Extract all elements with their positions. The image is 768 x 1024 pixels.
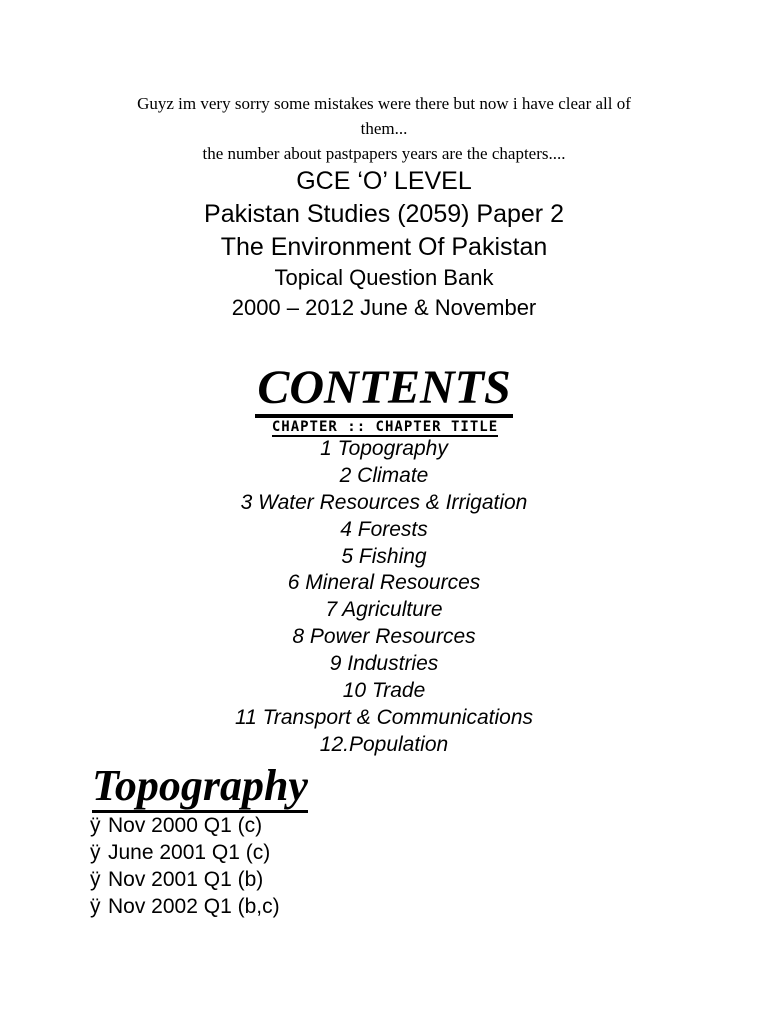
years-heading: 2000 – 2012 June & November <box>231 295 537 320</box>
chapter-item: 2 Climate <box>339 463 429 487</box>
contents-title <box>60 360 708 416</box>
apology-note-line-1: Guyz im very sorry some mistakes were there but now i have clear all of <box>137 94 631 113</box>
question-reference-text: Nov 2002 Q1 (b,c) <box>108 895 280 918</box>
bullet-glyph: ÿ <box>90 841 101 864</box>
section-heading-text: Topography <box>92 761 308 813</box>
exam-level-heading: GCE ‘O’ LEVEL <box>296 167 472 195</box>
chapter-item: 11 Transport & Communications <box>234 705 533 729</box>
paper-title-heading: The Environment Of Pakistan <box>220 233 548 261</box>
chapter-item: 8 Power Resources <box>292 625 476 649</box>
section-heading <box>92 760 308 812</box>
question-reference-list <box>90 812 280 920</box>
bullet-glyph: ÿ <box>90 895 101 918</box>
contents-title-text: CONTENTS <box>255 361 512 418</box>
chapter-item: 7 Agriculture <box>325 598 443 622</box>
chapter-list <box>60 436 708 759</box>
chapter-column-header <box>230 418 540 438</box>
subject-heading: Pakistan Studies (2059) Paper 2 <box>204 200 564 228</box>
chapter-item: 6 Mineral Resources <box>287 571 481 595</box>
question-bank-heading: Topical Question Bank <box>274 265 494 290</box>
chapter-item: 1 Topography <box>320 437 448 460</box>
chapter-column-header-text: CHAPTER :: CHAPTER TITLE <box>271 419 499 435</box>
apology-note-line-2: them... <box>360 119 408 138</box>
question-reference-item <box>90 812 280 839</box>
chapter-item: 4 Forests <box>340 517 428 541</box>
chapter-item: 10 Trade <box>342 679 426 703</box>
question-reference-item <box>90 893 280 920</box>
question-reference-item <box>90 839 280 866</box>
question-reference-item <box>90 866 280 893</box>
chapter-item: 5 Fishing <box>341 544 427 568</box>
chapter-item: 3 Water Resources & Irrigation <box>240 490 528 514</box>
question-reference-text: Nov 2001 Q1 (b) <box>108 868 264 891</box>
chapter-item: 9 Industries <box>329 652 439 676</box>
chapter-item: 12.Population <box>319 732 449 756</box>
question-reference-text: Nov 2000 Q1 (c) <box>108 814 263 837</box>
question-reference-text: June 2001 Q1 (c) <box>108 841 271 864</box>
apology-note-line-3: the number about pastpapers years are the chapters.... <box>202 144 566 163</box>
bullet-glyph: ÿ <box>90 814 101 837</box>
bullet-glyph: ÿ <box>90 868 101 891</box>
